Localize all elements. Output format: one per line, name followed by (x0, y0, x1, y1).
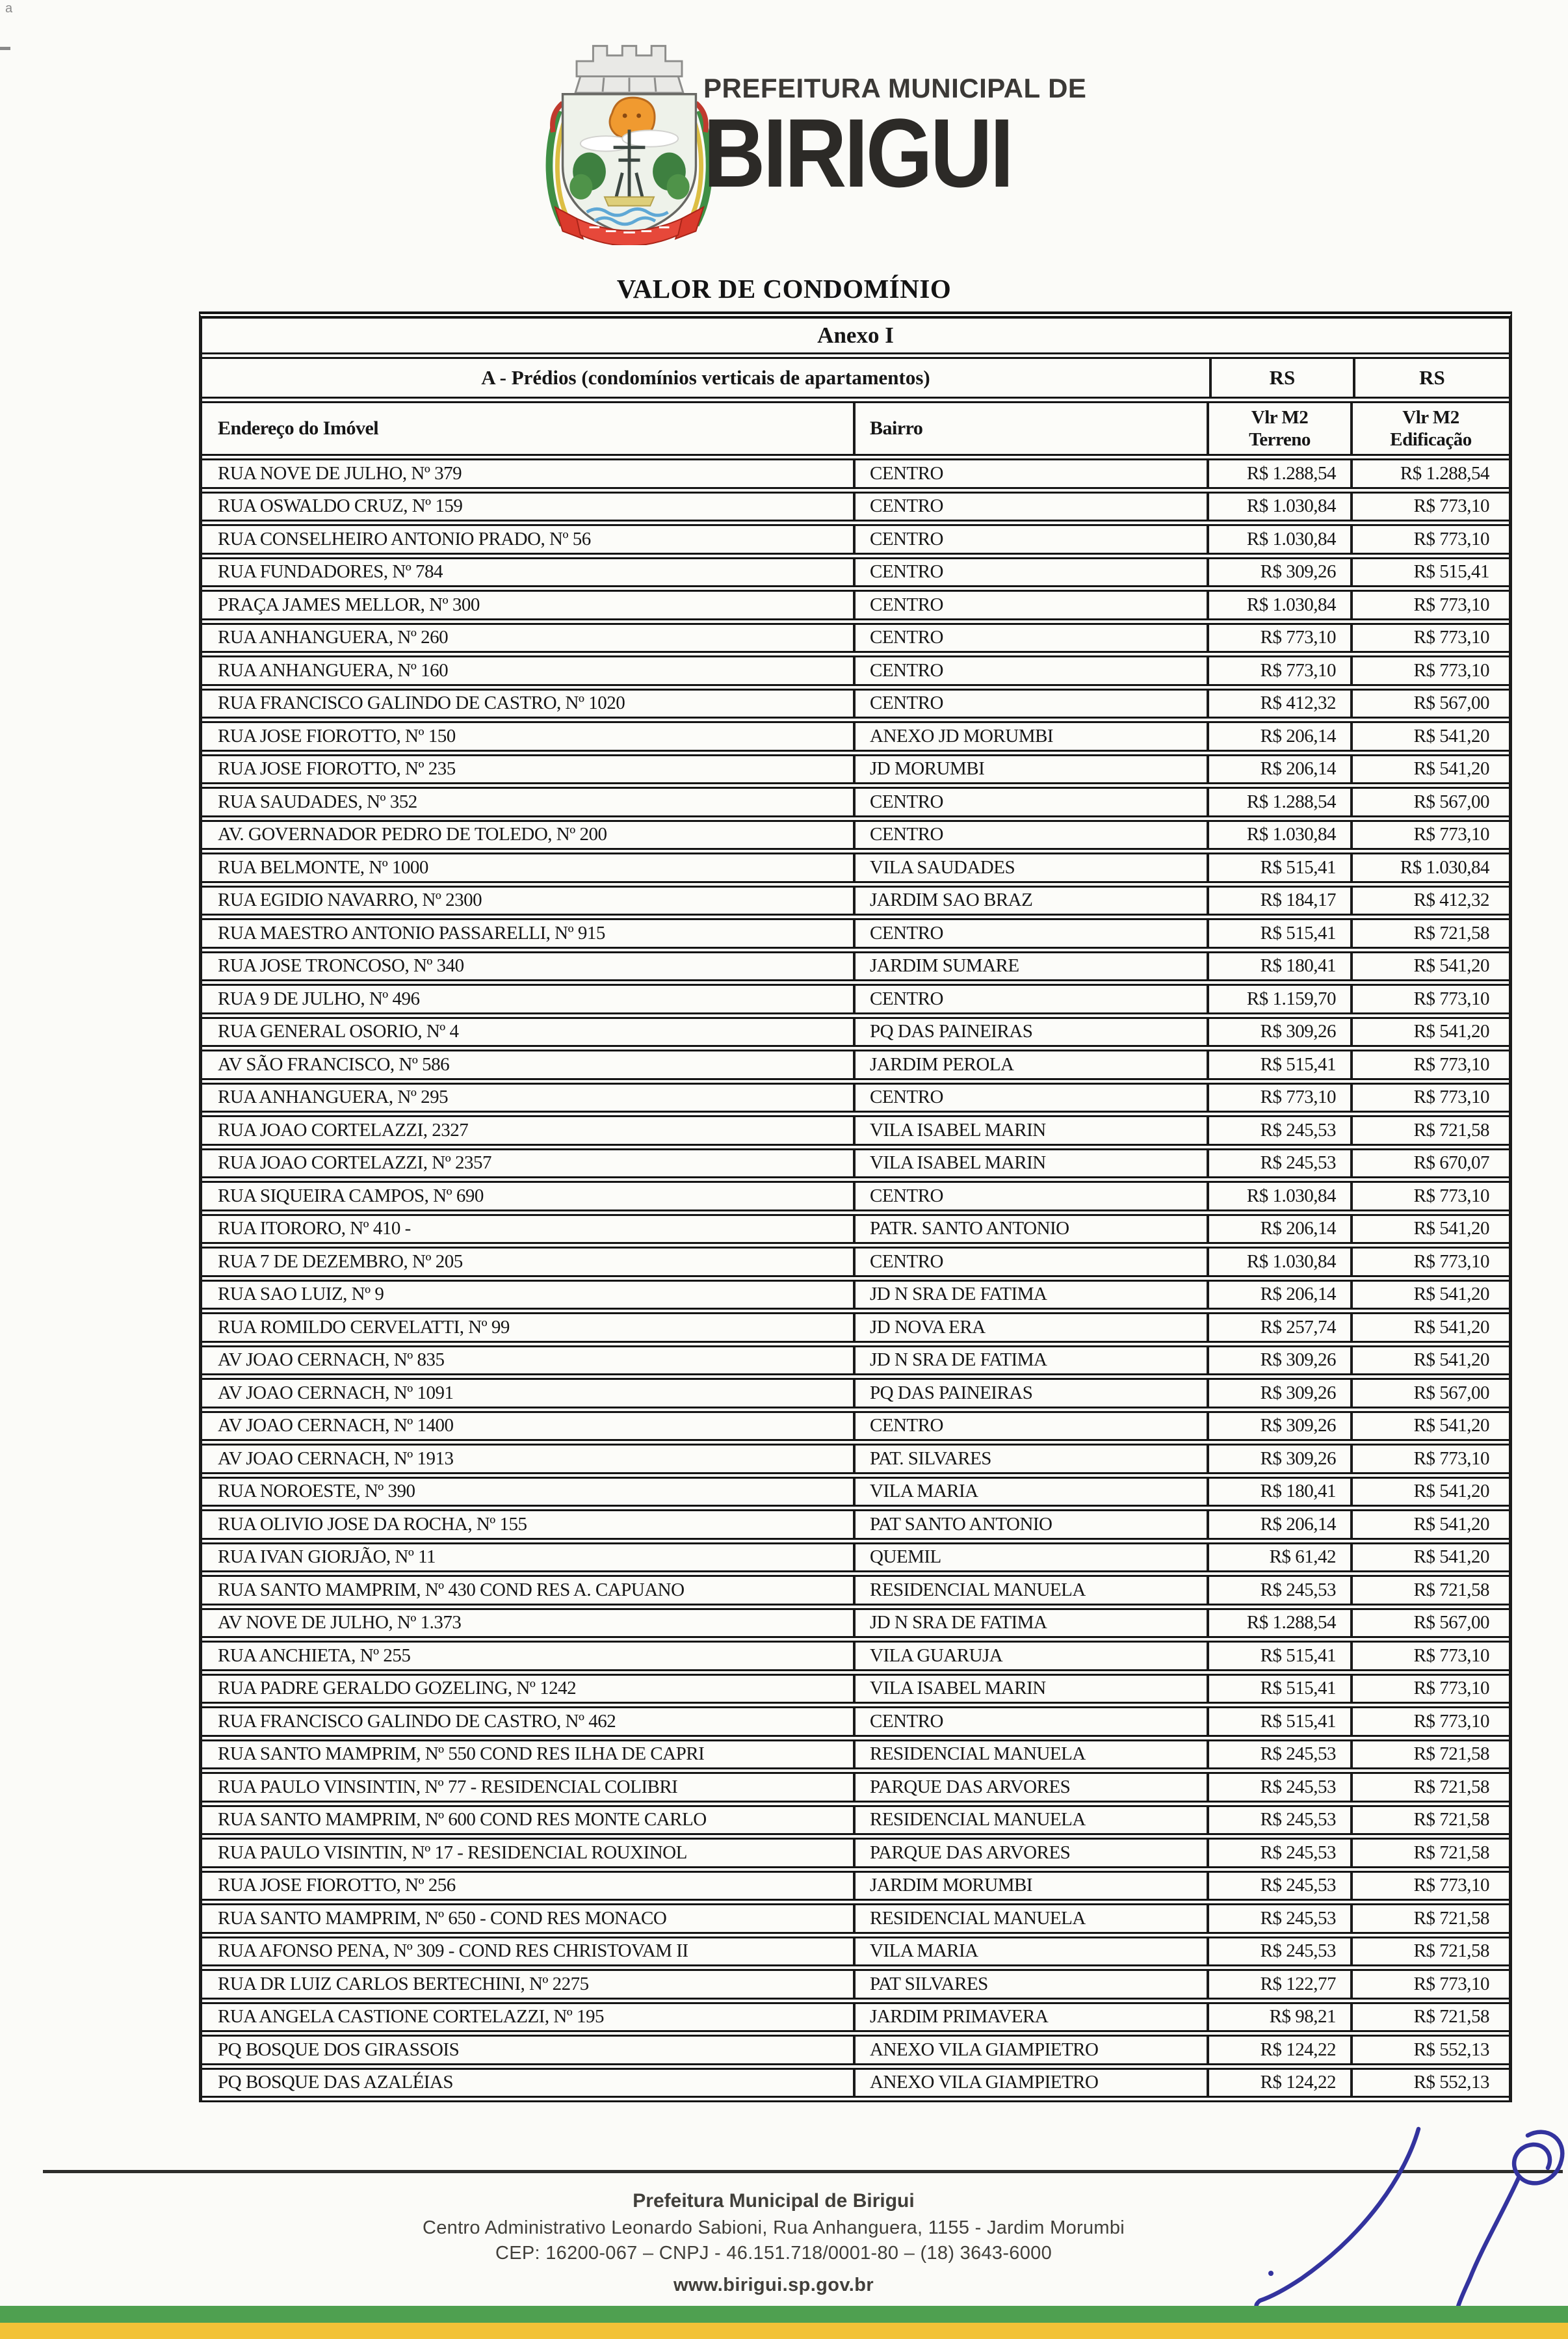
building-value-cell: R$ 541,20 (1413, 1316, 1489, 1338)
col-header-vlr-edificacao: Vlr M2 Edificação (1390, 406, 1472, 450)
land-value-cell: R$ 206,14 (1209, 756, 1353, 783)
table-row (202, 2004, 1509, 2037)
land-value-cell: R$ 515,41 (1209, 854, 1353, 881)
table-row (202, 1610, 1509, 1643)
annex-title: Anexo I (817, 323, 894, 348)
address-cell: RUA JOSE TRONCOSO, Nº 340 (202, 953, 856, 980)
land-value-cell: R$ 98,21 (1209, 2004, 1353, 2031)
building-value-cell: R$ 721,58 (1413, 2006, 1489, 2028)
building-value-cell: R$ 773,10 (1413, 1087, 1489, 1108)
district-cell: VILA ISABEL MARIN (856, 1676, 1209, 1702)
address-cell: AV NOVE DE JULHO, Nº 1.373 (202, 1610, 856, 1637)
land-value-cell: R$ 180,41 (1209, 953, 1353, 980)
address-cell: RUA GENERAL OSORIO, Nº 4 (202, 1019, 856, 1046)
address-cell: RUA FRANCISCO GALINDO DE CASTRO, Nº 462 (202, 1708, 856, 1735)
building-value-cell: R$ 773,10 (1413, 496, 1489, 517)
col-header-endereco: Endereço do Imóvel (202, 403, 856, 454)
address-cell: PQ BOSQUE DAS AZALÉIAS (202, 2070, 856, 2096)
table-row (202, 1150, 1509, 1183)
district-cell: CENTRO (856, 460, 1209, 487)
district-cell: CENTRO (856, 822, 1209, 849)
building-value-cell: R$ 541,20 (1413, 1513, 1489, 1535)
building-value-cell: R$ 721,58 (1413, 1743, 1489, 1765)
land-value-cell: R$ 206,14 (1209, 1511, 1353, 1538)
col-header-vlr-terreno: Vlr M2 Terreno (1209, 403, 1353, 454)
district-cell: CENTRO (856, 559, 1209, 586)
district-cell: CENTRO (856, 789, 1209, 815)
table-row (202, 1774, 1509, 1807)
table-row (202, 953, 1509, 986)
district-cell: PQ DAS PAINEIRAS (856, 1380, 1209, 1407)
land-value-cell: R$ 515,41 (1209, 1708, 1353, 1735)
address-cell: RUA JOSE FIOROTTO, Nº 150 (202, 723, 856, 750)
table-row (202, 592, 1509, 625)
address-cell: AV JOAO CERNACH, Nº 1913 (202, 1446, 856, 1472)
building-value-cell: R$ 773,10 (1413, 1710, 1489, 1732)
building-value-cell: R$ 773,10 (1413, 824, 1489, 845)
address-cell: RUA EGIDIO NAVARRO, Nº 2300 (202, 888, 856, 914)
table-row (202, 691, 1509, 724)
land-value-cell: R$ 184,17 (1209, 888, 1353, 914)
address-cell: RUA JOAO CORTELAZZI, Nº 2357 (202, 1150, 856, 1177)
district-cell: CENTRO (856, 691, 1209, 717)
table-row (202, 1446, 1509, 1479)
building-value-cell: R$ 541,20 (1413, 725, 1489, 747)
address-cell: RUA SANTO MAMPRIM, Nº 600 COND RES MONTE CARLO (202, 1807, 856, 1834)
building-value-cell: R$ 1.030,84 (1400, 856, 1489, 878)
address-cell: RUA PAULO VINSINTIN, Nº 77 - RESIDENCIAL COLIBRI (202, 1774, 856, 1801)
table-row (202, 1676, 1509, 1709)
land-value-cell: R$ 1.288,54 (1209, 460, 1353, 487)
table-row (202, 1873, 1509, 1906)
district-cell: CENTRO (856, 526, 1209, 553)
land-value-cell: R$ 206,14 (1209, 1282, 1353, 1308)
land-value-cell: R$ 1.288,54 (1209, 789, 1353, 815)
district-cell: ANEXO VILA GIAMPIETRO (856, 2070, 1209, 2096)
org-supertitle: PREFEITURA MUNICIPAL DE (703, 73, 1087, 103)
building-value-cell: R$ 773,10 (1413, 1678, 1489, 1699)
land-value-cell: R$ 309,26 (1209, 1380, 1353, 1407)
building-value-cell: R$ 773,10 (1413, 1973, 1489, 1994)
condo-value-table (199, 311, 1512, 2102)
building-value-cell: R$ 412,32 (1413, 890, 1489, 911)
land-value-cell: R$ 245,53 (1209, 1774, 1353, 1801)
land-value-cell: R$ 1.030,84 (1209, 494, 1353, 520)
table-row (202, 2037, 1509, 2070)
district-cell: CENTRO (856, 1708, 1209, 1735)
building-value-cell: R$ 541,20 (1413, 1218, 1489, 1239)
land-value-cell: R$ 124,22 (1209, 2070, 1353, 2096)
land-value-cell: R$ 245,53 (1209, 1873, 1353, 1899)
footer-website: www.birigui.sp.gov.br (673, 2275, 874, 2295)
scan-artifact-mark: a (5, 1, 13, 16)
building-value-cell: R$ 721,58 (1413, 1809, 1489, 1830)
district-cell: JD N SRA DE FATIMA (856, 1282, 1209, 1308)
table-row (202, 1085, 1509, 1118)
footer-band-yellow (0, 2323, 1568, 2339)
building-value-cell: R$ 773,10 (1413, 659, 1489, 681)
land-value-cell: R$ 245,53 (1209, 1150, 1353, 1177)
land-value-cell: R$ 515,41 (1209, 1051, 1353, 1078)
land-value-cell: R$ 206,14 (1209, 723, 1353, 750)
table-row (202, 1249, 1509, 1282)
address-cell: RUA OSWALDO CRUZ, Nº 159 (202, 494, 856, 520)
table-row (202, 2070, 1509, 2103)
address-cell: RUA SAUDADES, Nº 352 (202, 789, 856, 815)
building-value-cell: R$ 670,07 (1413, 1152, 1489, 1174)
district-cell: VILA SAUDADES (856, 854, 1209, 881)
address-cell: PQ BOSQUE DOS GIRASSOIS (202, 2037, 856, 2063)
table-row (202, 1183, 1509, 1216)
building-value-cell: R$ 721,58 (1413, 1940, 1489, 1962)
address-cell: RUA IVAN GIORJÃO, Nº 11 (202, 1544, 856, 1571)
table-body (202, 460, 1509, 2102)
building-value-cell: R$ 773,10 (1413, 988, 1489, 1009)
col-header-bairro: Bairro (856, 403, 1209, 454)
table-row (202, 1051, 1509, 1085)
table-row (202, 1938, 1509, 1972)
address-cell: RUA SAO LUIZ, Nº 9 (202, 1282, 856, 1308)
address-cell: RUA SANTO MAMPRIM, Nº 650 - COND RES MONACO (202, 1905, 856, 1932)
page-title: VALOR DE CONDOMÍNIO (616, 274, 952, 304)
address-cell: RUA OLIVIO JOSE DA ROCHA, Nº 155 (202, 1511, 856, 1538)
table-row (202, 1282, 1509, 1315)
address-cell: RUA ANGELA CASTIONE CORTELAZZI, Nº 195 (202, 2004, 856, 2031)
table-row (202, 1741, 1509, 1775)
building-value-cell: R$ 567,00 (1413, 1382, 1489, 1403)
signature (1222, 2121, 1568, 2320)
address-cell: RUA FRANCISCO GALINDO DE CASTRO, Nº 1020 (202, 691, 856, 717)
table-row (202, 1971, 1509, 2004)
district-cell: PAT. SILVARES (856, 1446, 1209, 1472)
letterhead (0, 0, 1568, 280)
address-cell: RUA ANHANGUERA, Nº 295 (202, 1085, 856, 1111)
building-value-cell: R$ 541,20 (1413, 758, 1489, 780)
section-title: A - Prédios (condomínios verticais de apartamentos) (202, 359, 1212, 397)
land-value-cell: R$ 245,53 (1209, 1741, 1353, 1768)
land-value-cell: R$ 245,53 (1209, 1840, 1353, 1866)
district-cell: VILA ISABEL MARIN (856, 1150, 1209, 1177)
table-row (202, 1380, 1509, 1413)
table-row (202, 1314, 1509, 1347)
table-row (202, 526, 1509, 559)
building-value-cell: R$ 567,00 (1413, 791, 1489, 812)
address-cell: RUA FUNDADORES, Nº 784 (202, 559, 856, 586)
column-header-row (202, 403, 1509, 460)
table-row (202, 1216, 1509, 1249)
district-cell: CENTRO (856, 1249, 1209, 1275)
land-value-cell: R$ 515,41 (1209, 1676, 1353, 1702)
district-cell: RESIDENCIAL MANUELA (856, 1577, 1209, 1604)
district-cell: ANEXO JD MORUMBI (856, 723, 1209, 750)
district-cell: VILA ISABEL MARIN (856, 1117, 1209, 1144)
building-value-cell: R$ 515,41 (1413, 561, 1489, 583)
district-cell: CENTRO (856, 1085, 1209, 1111)
building-value-cell: R$ 773,10 (1413, 1645, 1489, 1666)
table-row (202, 789, 1509, 822)
address-cell: AV JOAO CERNACH, Nº 1091 (202, 1380, 856, 1407)
district-cell: CENTRO (856, 592, 1209, 618)
address-cell: RUA AFONSO PENA, Nº 309 - COND RES CHRISTOVAM II (202, 1938, 856, 1965)
building-value-cell: R$ 541,20 (1413, 1284, 1489, 1305)
land-value-cell: R$ 773,10 (1209, 1085, 1353, 1111)
land-value-cell: R$ 309,26 (1209, 559, 1353, 586)
address-cell: RUA NOROESTE, Nº 390 (202, 1479, 856, 1505)
table-row (202, 1479, 1509, 1512)
land-value-cell: R$ 245,53 (1209, 1117, 1353, 1144)
address-cell: RUA MAESTRO ANTONIO PASSARELLI, Nº 915 (202, 920, 856, 947)
building-value-cell: R$ 552,13 (1413, 2039, 1489, 2060)
district-cell: JARDIM MORUMBI (856, 1873, 1209, 1899)
table-row (202, 657, 1509, 691)
address-cell: RUA PADRE GERALDO GOZELING, Nº 1242 (202, 1676, 856, 1702)
building-value-cell: R$ 773,10 (1413, 594, 1489, 615)
building-value-cell: R$ 721,58 (1413, 1842, 1489, 1863)
district-cell: VILA MARIA (856, 1938, 1209, 1965)
building-value-cell: R$ 773,10 (1413, 627, 1489, 648)
table-row (202, 1117, 1509, 1150)
land-value-cell: R$ 180,41 (1209, 1479, 1353, 1505)
district-cell: QUEMIL (856, 1544, 1209, 1571)
building-value-cell: R$ 541,20 (1413, 1021, 1489, 1042)
building-value-cell: R$ 773,10 (1413, 1185, 1489, 1206)
building-value-cell: R$ 567,00 (1413, 693, 1489, 714)
district-cell: CENTRO (856, 1413, 1209, 1440)
address-cell: RUA JOAO CORTELAZZI, 2327 (202, 1117, 856, 1144)
district-cell: JARDIM PRIMAVERA (856, 2004, 1209, 2031)
land-value-cell: R$ 1.030,84 (1209, 592, 1353, 618)
land-value-cell: R$ 1.030,84 (1209, 526, 1353, 553)
table-row (202, 822, 1509, 855)
address-cell: RUA ANHANGUERA, Nº 160 (202, 657, 856, 684)
land-value-cell: R$ 515,41 (1209, 1643, 1353, 1669)
building-value-cell: R$ 567,00 (1413, 1612, 1489, 1633)
footer-contact: CEP: 16200-067 – CNPJ - 46.151.718/0001-80 – (18) 3643-6000 (495, 2243, 1052, 2264)
land-value-cell: R$ 124,22 (1209, 2037, 1353, 2063)
address-cell: AV JOAO CERNACH, Nº 1400 (202, 1413, 856, 1440)
address-cell: RUA JOSE FIOROTTO, Nº 256 (202, 1873, 856, 1899)
table-row (202, 756, 1509, 789)
building-value-cell: R$ 541,20 (1413, 1349, 1489, 1371)
land-value-cell: R$ 309,26 (1209, 1446, 1353, 1472)
table-row (202, 1544, 1509, 1578)
building-value-cell: R$ 721,58 (1413, 1119, 1489, 1141)
birigui-coat-of-arms-icon (541, 36, 718, 245)
building-value-cell: R$ 552,13 (1413, 2072, 1489, 2093)
land-value-cell: R$ 61,42 (1209, 1544, 1353, 1571)
district-cell: JARDIM SAO BRAZ (856, 888, 1209, 914)
building-value-cell: R$ 541,20 (1413, 955, 1489, 977)
land-value-cell: R$ 1.030,84 (1209, 1183, 1353, 1209)
table-row (202, 559, 1509, 592)
building-value-cell: R$ 541,20 (1413, 1546, 1489, 1568)
footer-org-name: Prefeitura Municipal de Birigui (633, 2190, 915, 2212)
table-row (202, 494, 1509, 527)
land-value-cell: R$ 245,53 (1209, 1938, 1353, 1965)
district-cell: VILA GUARUJA (856, 1643, 1209, 1669)
address-cell: PRAÇA JAMES MELLOR, Nº 300 (202, 592, 856, 618)
building-value-cell: R$ 773,10 (1413, 1875, 1489, 1896)
land-value-cell: R$ 309,26 (1209, 1347, 1353, 1374)
district-cell: CENTRO (856, 494, 1209, 520)
address-cell: RUA 9 DE JULHO, Nº 496 (202, 986, 856, 1012)
district-cell: JARDIM SUMARE (856, 953, 1209, 980)
address-cell: RUA SIQUEIRA CAMPOS, Nº 690 (202, 1183, 856, 1209)
district-cell: PAT SANTO ANTONIO (856, 1511, 1209, 1538)
land-value-cell: R$ 309,26 (1209, 1019, 1353, 1046)
table-row (202, 1840, 1509, 1873)
table-row (202, 986, 1509, 1019)
address-cell: RUA SANTO MAMPRIM, Nº 550 COND RES ILHA DE CAPRI (202, 1741, 856, 1768)
address-cell: RUA SANTO MAMPRIM, Nº 430 COND RES A. CAPUANO (202, 1577, 856, 1604)
building-value-cell: R$ 773,10 (1413, 1250, 1489, 1272)
land-value-cell: R$ 773,10 (1209, 625, 1353, 652)
address-cell: RUA ITORORO, Nº 410 - (202, 1216, 856, 1243)
address-cell: RUA NOVE DE JULHO, Nº 379 (202, 460, 856, 487)
district-cell: RESIDENCIAL MANUELA (856, 1741, 1209, 1768)
land-value-cell: R$ 245,53 (1209, 1577, 1353, 1604)
district-cell: CENTRO (856, 657, 1209, 684)
district-cell: PAT SILVARES (856, 1971, 1209, 1998)
land-value-cell: R$ 1.030,84 (1209, 822, 1353, 849)
district-cell: CENTRO (856, 920, 1209, 947)
district-cell: RESIDENCIAL MANUELA (856, 1905, 1209, 1932)
land-value-cell: R$ 412,32 (1209, 691, 1353, 717)
land-value-cell: R$ 1.159,70 (1209, 986, 1353, 1012)
building-value-cell: R$ 773,10 (1413, 1447, 1489, 1469)
table-row (202, 1413, 1509, 1446)
table-row (202, 920, 1509, 953)
district-cell: PATR. SANTO ANTONIO (856, 1216, 1209, 1243)
footer-band-green (0, 2306, 1568, 2323)
land-value-cell: R$ 122,77 (1209, 1971, 1353, 1998)
table-row (202, 1708, 1509, 1741)
district-cell: CENTRO (856, 1183, 1209, 1209)
district-cell: VILA MARIA (856, 1479, 1209, 1505)
building-value-cell: R$ 721,58 (1413, 922, 1489, 944)
land-value-cell: R$ 309,26 (1209, 1413, 1353, 1440)
table-row (202, 1347, 1509, 1381)
address-cell: AV. GOVERNADOR PEDRO DE TOLEDO, Nº 200 (202, 822, 856, 849)
building-value-cell: R$ 721,58 (1413, 1907, 1489, 1929)
land-value-cell: R$ 1.030,84 (1209, 1249, 1353, 1275)
address-cell: AV JOAO CERNACH, Nº 835 (202, 1347, 856, 1374)
address-cell: AV SÃO FRANCISCO, Nº 586 (202, 1051, 856, 1078)
land-value-cell: R$ 245,53 (1209, 1905, 1353, 1932)
land-value-cell: R$ 245,53 (1209, 1807, 1353, 1834)
building-value-cell: R$ 721,58 (1413, 1776, 1489, 1797)
district-cell: CENTRO (856, 625, 1209, 652)
table-row (202, 723, 1509, 756)
address-cell: RUA CONSELHEIRO ANTONIO PRADO, Nº 56 (202, 526, 856, 553)
address-cell: RUA BELMONTE, Nº 1000 (202, 854, 856, 881)
building-value-cell: R$ 1.288,54 (1400, 462, 1489, 484)
table-row (202, 460, 1509, 494)
footer-address: Centro Administrativo Leonardo Sabioni, Rua Anhanguera, 1155 - Jardim Morumbi (422, 2217, 1125, 2238)
land-value-cell: R$ 257,74 (1209, 1314, 1353, 1341)
address-cell: RUA JOSE FIOROTTO, Nº 235 (202, 756, 856, 783)
currency-header-terreno: RS (1212, 359, 1355, 397)
district-cell: JD N SRA DE FATIMA (856, 1347, 1209, 1374)
building-value-cell: R$ 541,20 (1413, 1415, 1489, 1436)
building-value-cell: R$ 721,58 (1413, 1579, 1489, 1600)
district-cell: JD N SRA DE FATIMA (856, 1610, 1209, 1637)
annex-header-row (202, 319, 1509, 359)
building-value-cell: R$ 773,10 (1413, 1053, 1489, 1075)
district-cell: PQ DAS PAINEIRAS (856, 1019, 1209, 1046)
district-cell: PARQUE DAS ARVORES (856, 1840, 1209, 1866)
address-cell: RUA DR LUIZ CARLOS BERTECHINI, Nº 2275 (202, 1971, 856, 1998)
district-cell: RESIDENCIAL MANUELA (856, 1807, 1209, 1834)
address-cell: RUA ANCHIETA, Nº 255 (202, 1643, 856, 1669)
district-cell: JD MORUMBI (856, 756, 1209, 783)
org-name: BIRIGUI (703, 98, 1012, 207)
land-value-cell: R$ 773,10 (1209, 657, 1353, 684)
district-cell: JD NOVA ERA (856, 1314, 1209, 1341)
table-row (202, 888, 1509, 921)
table-row (202, 1019, 1509, 1052)
table-row (202, 854, 1509, 888)
table-row (202, 1643, 1509, 1676)
building-value-cell: R$ 541,20 (1413, 1481, 1489, 1502)
currency-header-edificacao: RS (1419, 366, 1445, 389)
address-cell: RUA ANHANGUERA, Nº 260 (202, 625, 856, 652)
building-value-cell: R$ 773,10 (1413, 528, 1489, 549)
table-row (202, 625, 1509, 658)
land-value-cell: R$ 1.288,54 (1209, 1610, 1353, 1637)
district-cell: CENTRO (856, 986, 1209, 1012)
address-cell: RUA 7 DE DEZEMBRO, Nº 205 (202, 1249, 856, 1275)
section-header-row (202, 359, 1509, 403)
table-row (202, 1905, 1509, 1938)
table-row (202, 1807, 1509, 1840)
district-cell: ANEXO VILA GIAMPIETRO (856, 2037, 1209, 2063)
table-row (202, 1577, 1509, 1610)
district-cell: JARDIM PEROLA (856, 1051, 1209, 1078)
land-value-cell: R$ 515,41 (1209, 920, 1353, 947)
address-cell: RUA ROMILDO CERVELATTI, Nº 99 (202, 1314, 856, 1341)
district-cell: PARQUE DAS ARVORES (856, 1774, 1209, 1801)
table-row (202, 1511, 1509, 1544)
address-cell: RUA PAULO VISINTIN, Nº 17 - RESIDENCIAL ROUXINOL (202, 1840, 856, 1866)
land-value-cell: R$ 206,14 (1209, 1216, 1353, 1243)
